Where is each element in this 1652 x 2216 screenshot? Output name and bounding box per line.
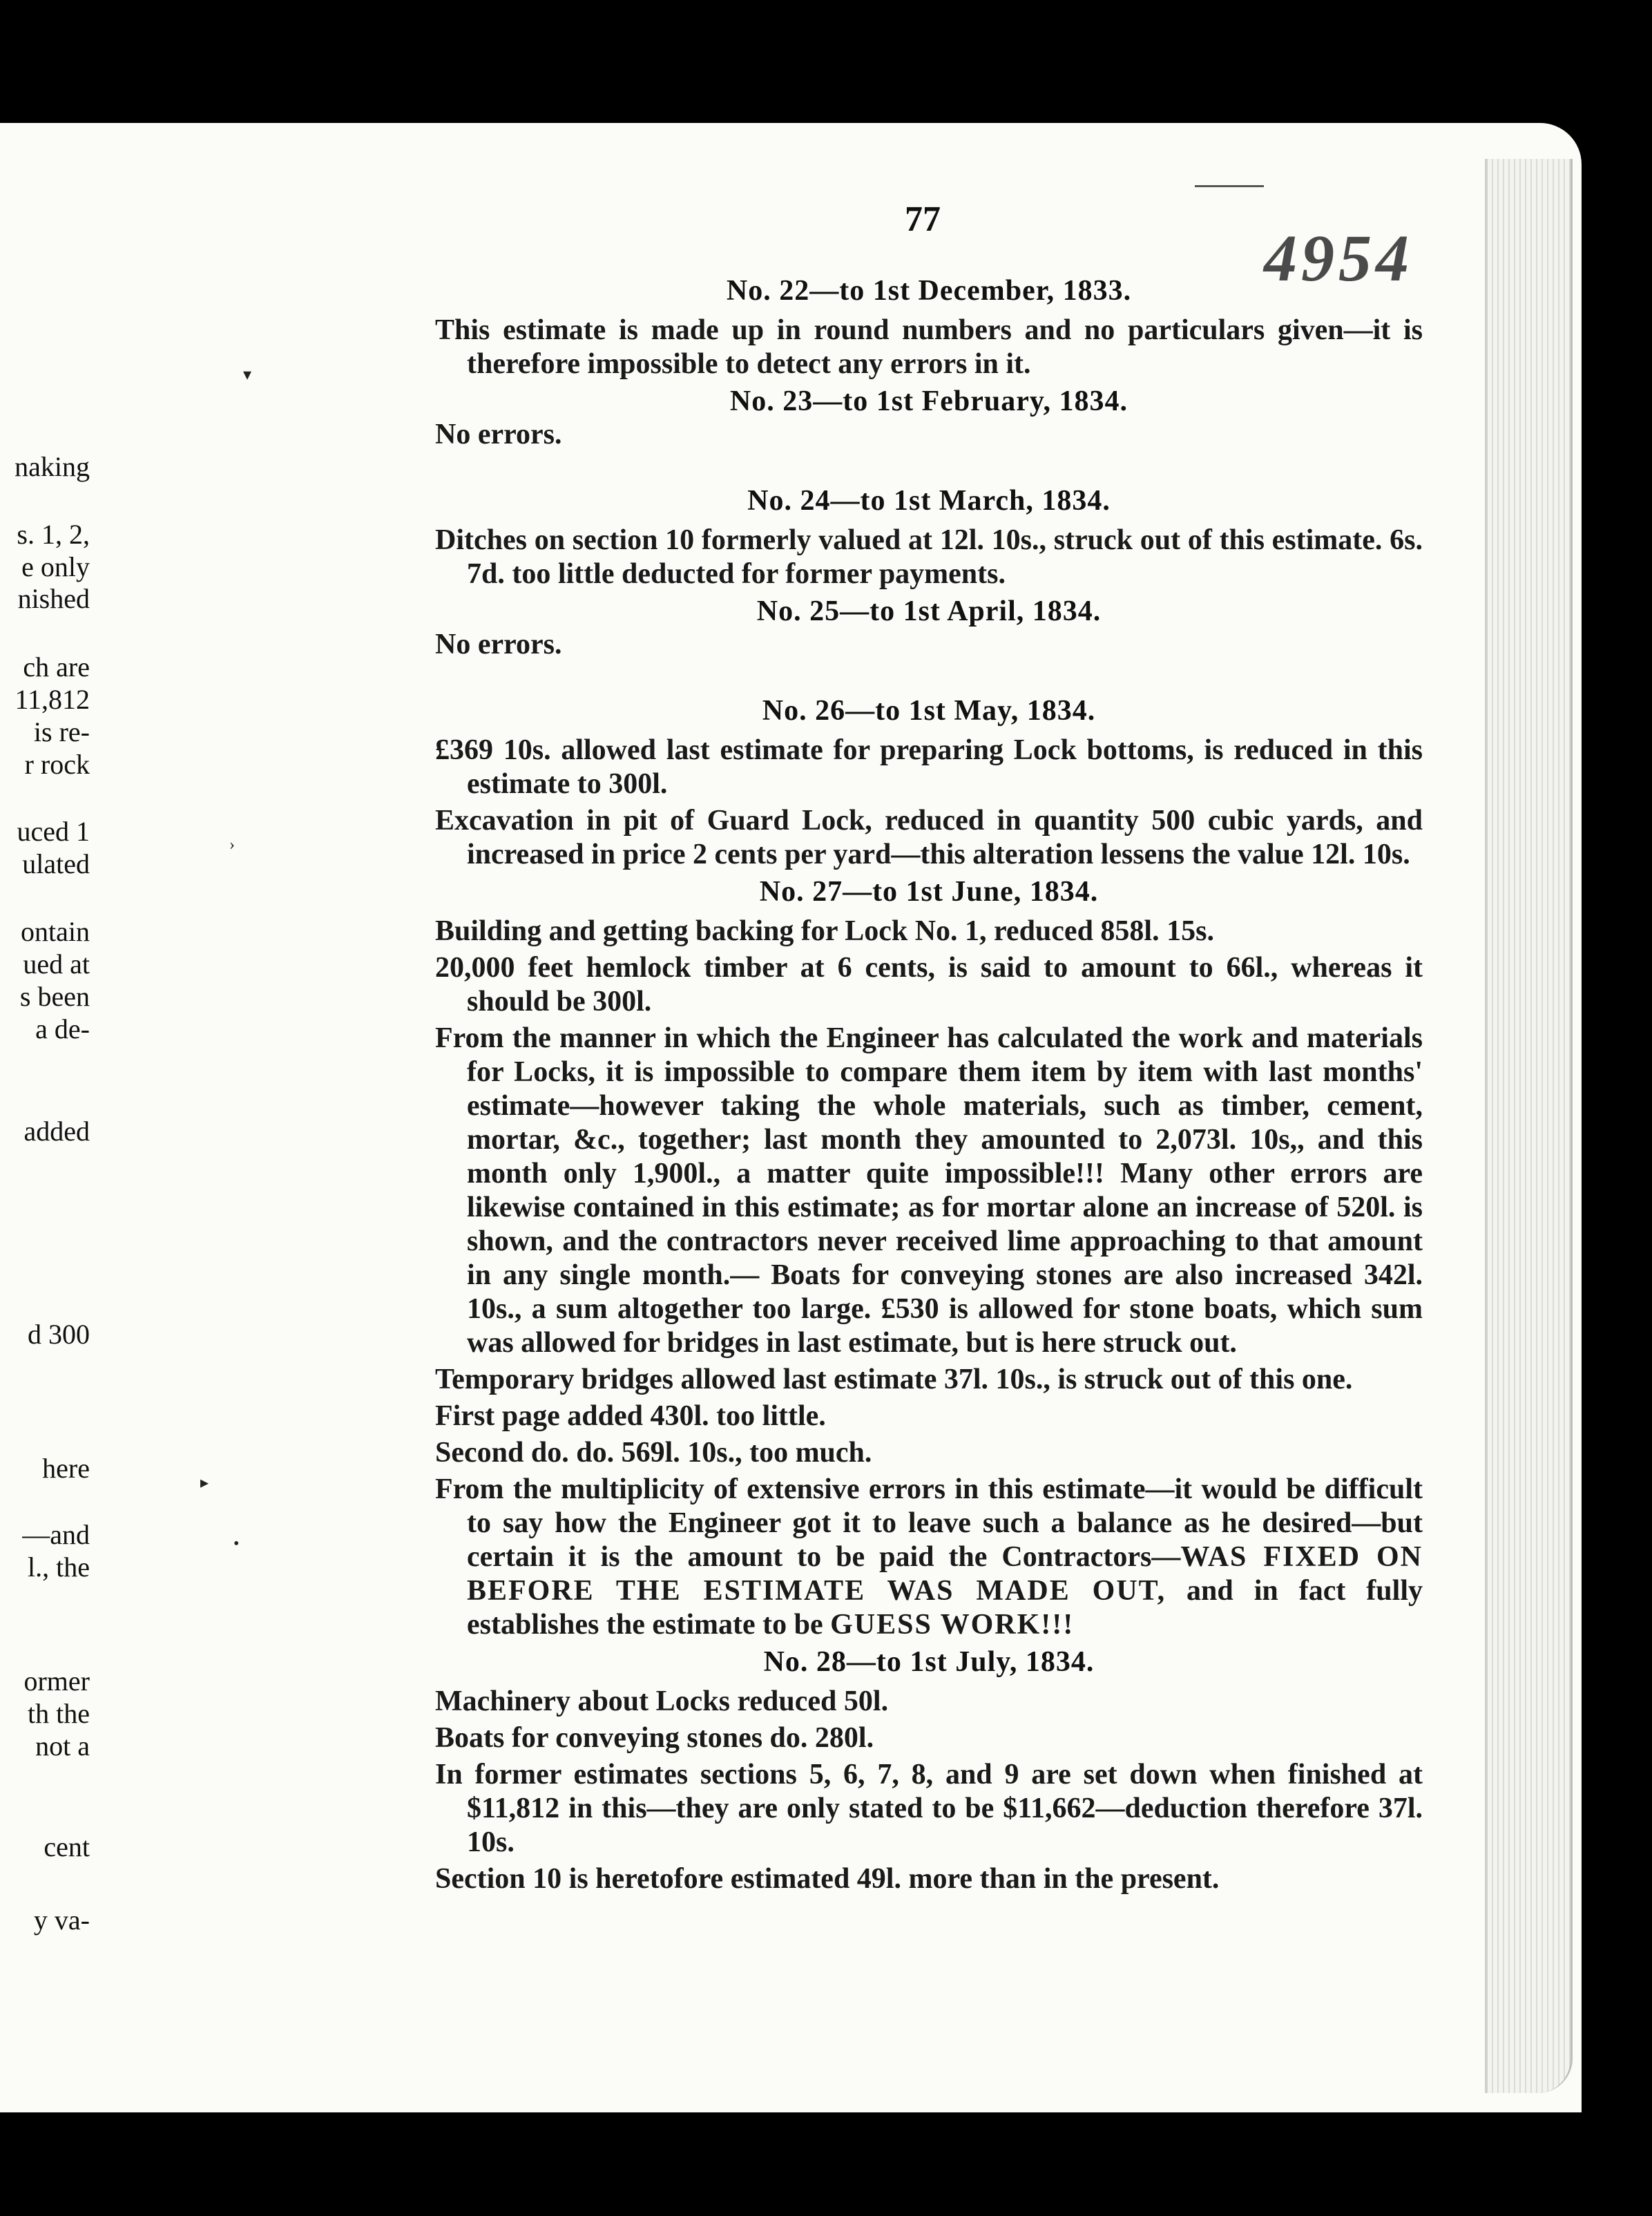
margin-mark: ›	[229, 836, 235, 854]
paragraph: From the manner in which the Engineer has calculated the work and materials for Locks, it is impossible to compare them item by item with last months' estimate—however taking the whole materials, such as timber, cement, mortar, &c., together; last month they amounted to 2,073l. 10s,, and this month only 1,900l., a matter quite impossible!!! Many other errors are likewise contained in this estimate; as for mortar alone an increase of 520l. is shown, and the contractors never received lime approaching to that amount in any single month.— Boats for conveying stones are also increased 342l. 10s., a sum altogether too large. £530 is allowed for stone boats, which sum was allowed for bridges in last estimate, but is here struck out.	[435, 1022, 1423, 1359]
left-fragment: l., the	[28, 1551, 90, 1583]
left-fragment: ormer	[23, 1665, 90, 1697]
left-fragment: s been	[19, 981, 90, 1012]
paragraph: No errors.	[435, 629, 562, 660]
paragraph: Building and getting backing for Lock No. 1, reduced 858l. 15s.	[435, 915, 1214, 947]
section-heading: No. 28—to 1st July, 1834.	[763, 1646, 1095, 1678]
left-fragment: 11,812	[15, 684, 90, 715]
paragraph: Section 10 is heretofore estimated 49l. more than in the present.	[435, 1863, 1220, 1895]
paragraph: First page added 430l. too little.	[435, 1400, 826, 1432]
left-fragment: here	[42, 1453, 90, 1484]
left-fragment: ued at	[23, 948, 90, 980]
section-heading: No. 23—to 1st February, 1834.	[729, 385, 1128, 417]
paragraph-text: and in fact fully establishes the estimate to be	[467, 1575, 1423, 1641]
left-fragment: y va-	[33, 1904, 90, 1936]
section-heading: No. 27—to 1st June, 1834.	[759, 876, 1099, 908]
paragraph: Second do. do. 569l. 10s., too much.	[435, 1437, 872, 1469]
left-fragment: d 300	[28, 1319, 90, 1350]
margin-mark: ▸	[200, 1474, 209, 1492]
page-number: 77	[905, 200, 941, 239]
accession-stamp: 4954	[1264, 221, 1413, 295]
section-heading: No. 24—to 1st March, 1834.	[747, 485, 1111, 517]
emphasis-text: GUESS WORK!!!	[830, 1609, 1075, 1641]
left-fragment: not a	[35, 1730, 90, 1761]
left-fragment: th the	[28, 1698, 90, 1729]
paragraph-text: From the multiplicity of extensive errors in this estimate—it would be difficult to say how the Engineer got it to leave such a balance as he desired—but certain it is the amount to be paid the Contractors—	[435, 1473, 1423, 1573]
paragraph: In former estimates sections 5, 6, 7, 8, and 9 are set down when finished at $11,812 in this—they are only stated to be $11,662—deduction therefore 37l. 10s.	[435, 1759, 1423, 1858]
section-heading: No. 26—to 1st May, 1834.	[762, 695, 1096, 727]
paragraph: Ditches on section 10 formerly valued at 12l. 10s., struck out of this estimate. 6s. 7d. too little deducted for former payments.	[435, 524, 1423, 590]
left-fragment: r rock	[24, 749, 90, 780]
paragraph: Boats for conveying stones do. 280l.	[435, 1722, 874, 1754]
paragraph: Excavation in pit of Guard Lock, reduced in quantity 500 cubic yards, and increased in price 2 cents per yard—this alteration lessens the value 12l. 10s.	[435, 805, 1423, 870]
page-text	[435, 271, 1423, 1896]
margin-mark: ▾	[243, 366, 252, 384]
paragraph: Temporary bridges allowed last estimate 37l. 10s., is struck out of this one.	[435, 1364, 1353, 1395]
left-fragment: naking	[15, 451, 90, 482]
left-fragment: ch are	[23, 651, 90, 682]
paragraph: £369 10s. allowed last estimate for preparing Lock bottoms, is reduced in this estimate to 300l.	[435, 734, 1423, 800]
left-fragment: ontain	[21, 916, 90, 947]
left-fragment: e only	[21, 551, 90, 582]
paragraph	[435, 1473, 1423, 1642]
section-heading: No. 25—to 1st April, 1834.	[756, 595, 1102, 627]
section-heading: No. 22—to 1st December, 1833.	[726, 275, 1132, 307]
left-fragment: s. 1, 2,	[17, 519, 90, 550]
left-fragment: a de-	[35, 1013, 90, 1044]
left-fragment: nished	[17, 583, 90, 614]
page-edges	[1485, 159, 1573, 2093]
left-fragment: uced 1	[17, 816, 90, 847]
pencil-mark	[1195, 185, 1264, 187]
paragraph: 20,000 feet hemlock timber at 6 cents, is said to amount to 66l., whereas it should be 300l.	[435, 952, 1423, 1018]
margin-mark: •	[233, 1535, 240, 1553]
paragraph: This estimate is made up in round numbers and no particulars given—it is therefore impossible to detect any errors in it.	[435, 314, 1423, 380]
left-fragment: ulated	[22, 848, 90, 879]
paragraph: No errors.	[435, 419, 562, 450]
left-fragment: —and	[22, 1519, 90, 1550]
left-fragment: is re-	[33, 716, 90, 747]
emphasis-text: WAS FIXED ON BEFORE THE ESTIMATE WAS MADE OUT,	[467, 1541, 1423, 1607]
left-fragment: added	[23, 1116, 90, 1147]
paragraph: Machinery about Locks reduced 50l.	[435, 1685, 889, 1717]
left-fragment: cent	[44, 1831, 90, 1862]
